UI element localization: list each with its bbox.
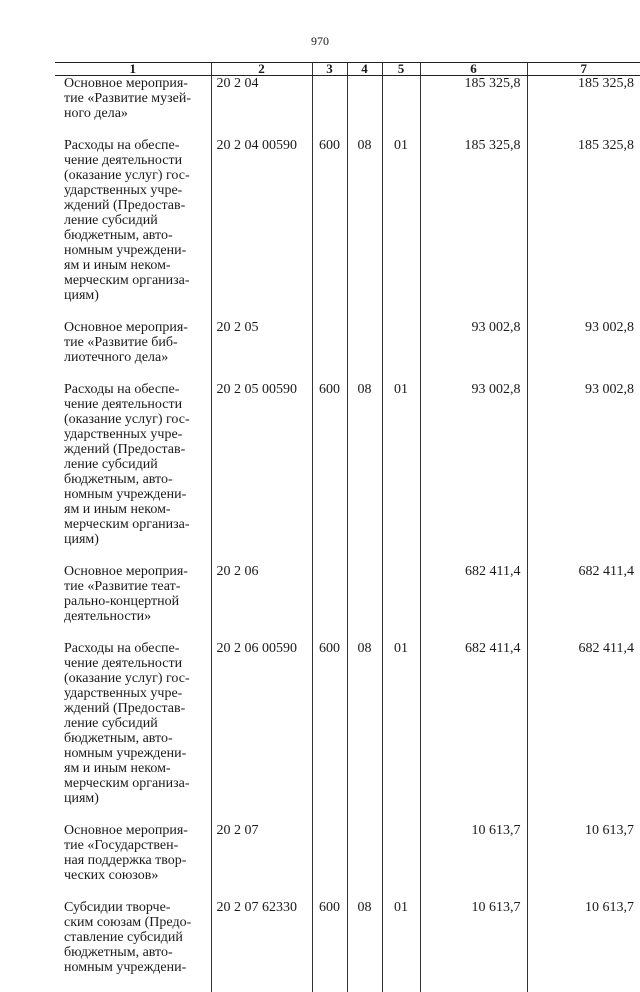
cell-code: 20 2 05 xyxy=(211,320,312,382)
column-header-6: 6 xyxy=(420,63,527,76)
table-row xyxy=(55,320,640,382)
cell-expense-type xyxy=(312,564,347,641)
cell-name xyxy=(55,382,211,564)
cell-expense-type: 600 xyxy=(312,641,347,823)
cell-amount-2: 682 411,4 xyxy=(527,641,640,823)
cell-subsection: 01 xyxy=(382,382,420,564)
cell-expense-type: 600 xyxy=(312,382,347,564)
cell-name-line: мерческим организа- xyxy=(64,517,207,532)
cell-name-line: ждений (Предостав- xyxy=(64,198,207,213)
cell-subsection: 01 xyxy=(382,900,420,992)
cell-name-line: ям и иным неком- xyxy=(64,761,207,776)
cell-name-line: ческих союзов» xyxy=(64,868,207,883)
cell-section xyxy=(347,320,382,382)
cell-subsection xyxy=(382,564,420,641)
cell-amount-1: 682 411,4 xyxy=(420,641,527,823)
cell-name-line: номным учреждени- xyxy=(64,243,207,258)
table-header-row xyxy=(55,63,640,76)
table-row xyxy=(55,138,640,320)
cell-name-line: бюджетным, авто- xyxy=(64,945,207,960)
cell-amount-2: 10 613,7 xyxy=(527,823,640,900)
column-header-2: 2 xyxy=(211,63,312,76)
cell-section: 08 xyxy=(347,138,382,320)
cell-name-line: ставление субсидий xyxy=(64,930,207,945)
cell-expense-type xyxy=(312,320,347,382)
cell-name xyxy=(55,900,211,992)
column-header-3: 3 xyxy=(312,63,347,76)
cell-expense-type: 600 xyxy=(312,138,347,320)
cell-code: 20 2 07 62330 xyxy=(211,900,312,992)
cell-name-line: Расходы на обеспе- xyxy=(64,641,207,656)
cell-name-line: ждений (Предостав- xyxy=(64,701,207,716)
cell-amount-2: 185 325,8 xyxy=(527,138,640,320)
table-row xyxy=(55,823,640,900)
cell-name-line: ление субсидий xyxy=(64,457,207,472)
cell-name-line: номным учреждени- xyxy=(64,960,207,975)
cell-amount-1: 185 325,8 xyxy=(420,138,527,320)
table-body xyxy=(55,76,640,992)
table-row xyxy=(55,641,640,823)
cell-name-line: тие «Развитие музей- xyxy=(64,91,207,106)
cell-amount-1: 93 002,8 xyxy=(420,320,527,382)
budget-table xyxy=(55,62,640,992)
cell-name-line: лиотечного дела» xyxy=(64,350,207,365)
cell-amount-2: 10 613,7 xyxy=(527,900,640,992)
cell-name xyxy=(55,138,211,320)
cell-name-line: циям) xyxy=(64,791,207,806)
cell-name-line: ям и иным неком- xyxy=(64,502,207,517)
cell-name-line: Субсидии творче- xyxy=(64,900,207,915)
cell-name-line: бюджетным, авто- xyxy=(64,731,207,746)
cell-amount-2: 682 411,4 xyxy=(527,564,640,641)
cell-code: 20 2 07 xyxy=(211,823,312,900)
cell-name-line: циям) xyxy=(64,532,207,547)
cell-name-line: тие «Развитие биб- xyxy=(64,335,207,350)
cell-name xyxy=(55,76,211,139)
table-row xyxy=(55,900,640,992)
cell-amount-1: 10 613,7 xyxy=(420,823,527,900)
column-header-7: 7 xyxy=(527,63,640,76)
cell-name xyxy=(55,641,211,823)
cell-name-line: ление субсидий xyxy=(64,716,207,731)
cell-subsection xyxy=(382,76,420,139)
cell-name-line: деятельности» xyxy=(64,609,207,624)
cell-subsection xyxy=(382,320,420,382)
cell-amount-1: 93 002,8 xyxy=(420,382,527,564)
page-number: 970 xyxy=(0,34,640,49)
cell-name-line: (оказание услуг) гос- xyxy=(64,168,207,183)
cell-name xyxy=(55,823,211,900)
cell-name-line: чение деятельности xyxy=(64,656,207,671)
cell-section xyxy=(347,823,382,900)
cell-name-line: Расходы на обеспе- xyxy=(64,138,207,153)
cell-section: 08 xyxy=(347,382,382,564)
cell-amount-2: 185 325,8 xyxy=(527,76,640,139)
cell-name-line: ного дела» xyxy=(64,106,207,121)
cell-name-line: ление субсидий xyxy=(64,213,207,228)
cell-section xyxy=(347,76,382,139)
cell-name-line: Основное мероприя- xyxy=(64,320,207,335)
table-row xyxy=(55,564,640,641)
cell-amount-1: 10 613,7 xyxy=(420,900,527,992)
cell-name-line: мерческим организа- xyxy=(64,273,207,288)
cell-name-line: Основное мероприя- xyxy=(64,823,207,838)
cell-name-line: тие «Государствен- xyxy=(64,838,207,853)
cell-name-line: ударственных учре- xyxy=(64,686,207,701)
cell-code: 20 2 05 00590 xyxy=(211,382,312,564)
cell-code: 20 2 06 00590 xyxy=(211,641,312,823)
cell-name-line: тие «Развитие теат- xyxy=(64,579,207,594)
cell-name-line: Основное мероприя- xyxy=(64,76,207,91)
cell-name-line: рально-концертной xyxy=(64,594,207,609)
cell-name-line: бюджетным, авто- xyxy=(64,228,207,243)
cell-section: 08 xyxy=(347,900,382,992)
cell-expense-type: 600 xyxy=(312,900,347,992)
cell-name-line: ским союзам (Предо- xyxy=(64,915,207,930)
column-header-5: 5 xyxy=(382,63,420,76)
cell-section xyxy=(347,564,382,641)
cell-subsection xyxy=(382,823,420,900)
cell-name-line: номным учреждени- xyxy=(64,746,207,761)
cell-code: 20 2 04 xyxy=(211,76,312,139)
cell-expense-type xyxy=(312,76,347,139)
cell-name-line: ударственных учре- xyxy=(64,183,207,198)
cell-code: 20 2 06 xyxy=(211,564,312,641)
cell-name-line: Основное мероприя- xyxy=(64,564,207,579)
cell-name-line: Расходы на обеспе- xyxy=(64,382,207,397)
cell-section: 08 xyxy=(347,641,382,823)
cell-amount-1: 682 411,4 xyxy=(420,564,527,641)
cell-subsection: 01 xyxy=(382,138,420,320)
cell-code: 20 2 04 00590 xyxy=(211,138,312,320)
cell-subsection: 01 xyxy=(382,641,420,823)
column-header-4: 4 xyxy=(347,63,382,76)
cell-name-line: ная поддержка твор- xyxy=(64,853,207,868)
cell-name-line: ждений (Предостав- xyxy=(64,442,207,457)
table-row xyxy=(55,382,640,564)
cell-name-line: мерческим организа- xyxy=(64,776,207,791)
cell-name-line: (оказание услуг) гос- xyxy=(64,671,207,686)
column-header-1: 1 xyxy=(55,63,211,76)
cell-name-line: бюджетным, авто- xyxy=(64,472,207,487)
cell-name-line: чение деятельности xyxy=(64,153,207,168)
cell-amount-1: 185 325,8 xyxy=(420,76,527,139)
cell-expense-type xyxy=(312,823,347,900)
cell-name-line: циям) xyxy=(64,288,207,303)
cell-name xyxy=(55,320,211,382)
cell-name-line: ям и иным неком- xyxy=(64,258,207,273)
table-row xyxy=(55,76,640,139)
cell-amount-2: 93 002,8 xyxy=(527,320,640,382)
cell-name-line: чение деятельности xyxy=(64,397,207,412)
cell-name-line: ударственных учре- xyxy=(64,427,207,442)
cell-amount-2: 93 002,8 xyxy=(527,382,640,564)
cell-name-line: (оказание услуг) гос- xyxy=(64,412,207,427)
cell-name-line: номным учреждени- xyxy=(64,487,207,502)
cell-name xyxy=(55,564,211,641)
